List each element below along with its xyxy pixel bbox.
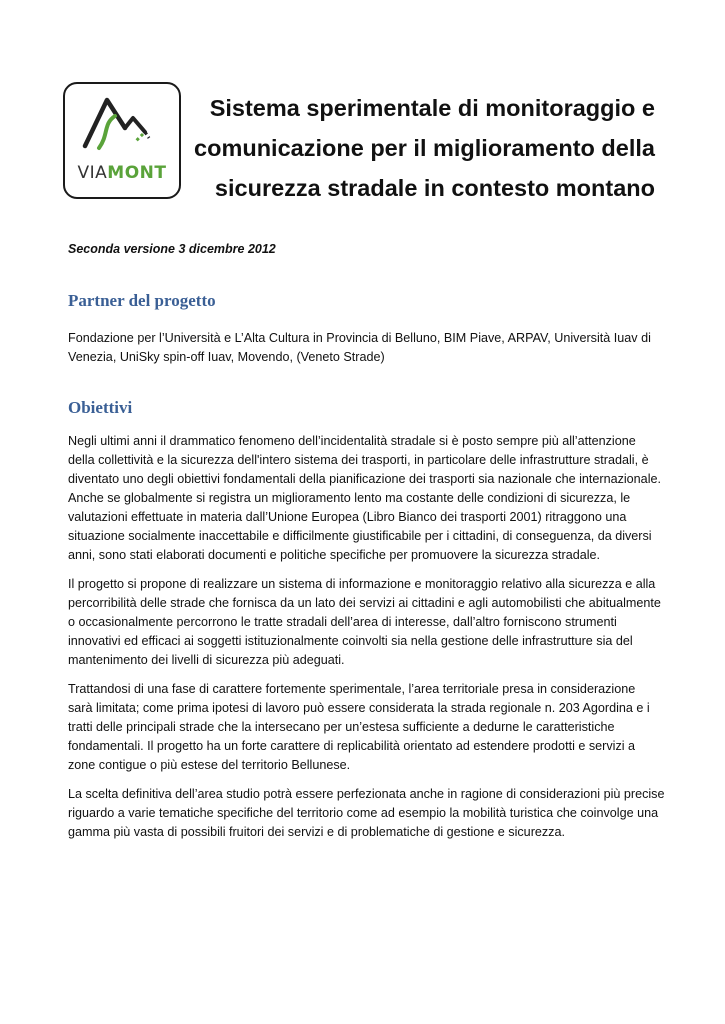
title-line-3: sicurezza stradale in contesto montano: [214, 175, 655, 201]
title-line-2: comunicazione per il miglioramento della: [194, 135, 655, 161]
text-line: diventato uno degli obiettivi fondamentali della pianificazione dei trasporti sia nazionale che internazionale.: [68, 472, 661, 486]
text-line: mantenimento dei livelli di sicurezza più adeguati.: [68, 653, 345, 667]
text-line: Trattandosi di una fase di carattere fortemente sperimentale, l’area territoriale presa in considerazione: [68, 682, 636, 696]
text-line: sarà limitata; come prima ipotesi di lavoro può essere considerata la strada regionale n. 203 Agordina e i: [68, 701, 650, 715]
logo-text-via: VIA: [77, 163, 108, 183]
partner-line-1: Fondazione per l’Università e L’Alta Cultura in Provincia di Belluno, BIM Piave, ARPAV, Università Iuav di: [68, 331, 651, 345]
text-line: valutazioni effettuate in materia dall’Unione Europea (Libro Bianco dei trasporti 2001) ritraggono una: [68, 510, 627, 524]
objectives-paragraph-4: [68, 785, 668, 842]
partner-list: [68, 329, 668, 367]
text-line: zone contigue o più estese del territorio Bellunese.: [68, 758, 351, 772]
text-line: percorribilità delle strade che fornisca da un lato dei servizi ai cittadini e agli automobilisti che abitualmente: [68, 596, 661, 610]
document-title: [185, 88, 655, 208]
objectives-paragraph-1: [68, 432, 668, 565]
objectives-paragraph-3: [68, 680, 668, 775]
text-line: della collettività e la sicurezza dell'intero sistema dei trasporti, in particolare delle infrastrutture stradali, è: [68, 453, 649, 467]
text-line: Negli ultimi anni il drammatico fenomeno dell’incidentalità stradale si è posto sempre più all’attenzione: [68, 434, 636, 448]
viamont-logo: [63, 82, 181, 199]
text-line: gamma più vasta di possibili fruitori dei servizi e di problematiche di gestione e sicurezza.: [68, 825, 565, 839]
section-heading-obiettivi: Obiettivi: [68, 398, 133, 417]
text-line: Il progetto si propone di realizzare un sistema di informazione e monitoraggio relativo alla sicurezza e alla: [68, 577, 656, 591]
logo-wordmark: [65, 163, 179, 183]
text-line: innovativi ed efficaci ai soggetti istituzionalmente coinvolti sia nella gestione delle infrastrutture sia del: [68, 634, 633, 648]
section-heading-partner: Partner del progetto: [68, 291, 216, 310]
logo-text-mont: MONT: [107, 163, 167, 183]
text-line: riguardo a varie tematiche specifiche del territorio come ad esempio la mobilità turistica che coinvolge una: [68, 806, 659, 820]
text-line: La scelta definitiva dell’area studio potrà essere perfezionata anche in ragione di considerazioni più precise: [68, 787, 665, 801]
text-line: situazione socialmente inaccettabile e difficilmente giustificabile per i cittadini, di conseguenza, da diversi: [68, 529, 652, 543]
partner-line-2: Venezia, UniSky spin-off Iuav, Movendo, (Veneto Strade): [68, 350, 385, 364]
title-line-1: Sistema sperimentale di monitoraggio e: [209, 95, 655, 121]
text-line: fondamentali. Il progetto ha un forte carattere di replicabilità orientato ad estendere prodotti e servizi a: [68, 739, 636, 753]
objectives-body: [68, 432, 668, 852]
text-line: Anche se globalmente si registra un miglioramento lento ma costante delle condizioni di sicurezza, le: [68, 491, 631, 505]
text-line: tratti delle principali strade che la intersecano per un’estesa sufficiente a dedurne le caratteristiche: [68, 720, 615, 734]
objectives-paragraph-2: [68, 575, 668, 670]
mountain-road-icon: [79, 96, 169, 160]
version-date: Seconda versione 3 dicembre 2012: [68, 242, 276, 256]
text-line: o occasionalmente percorrono le tratte stradali dell’area di interesse, dall’altro forniscono strumenti: [68, 615, 617, 629]
text-line: anni, sono stati elaborati documenti e politiche specifiche per promuovere la sicurezza stradale.: [68, 548, 601, 562]
